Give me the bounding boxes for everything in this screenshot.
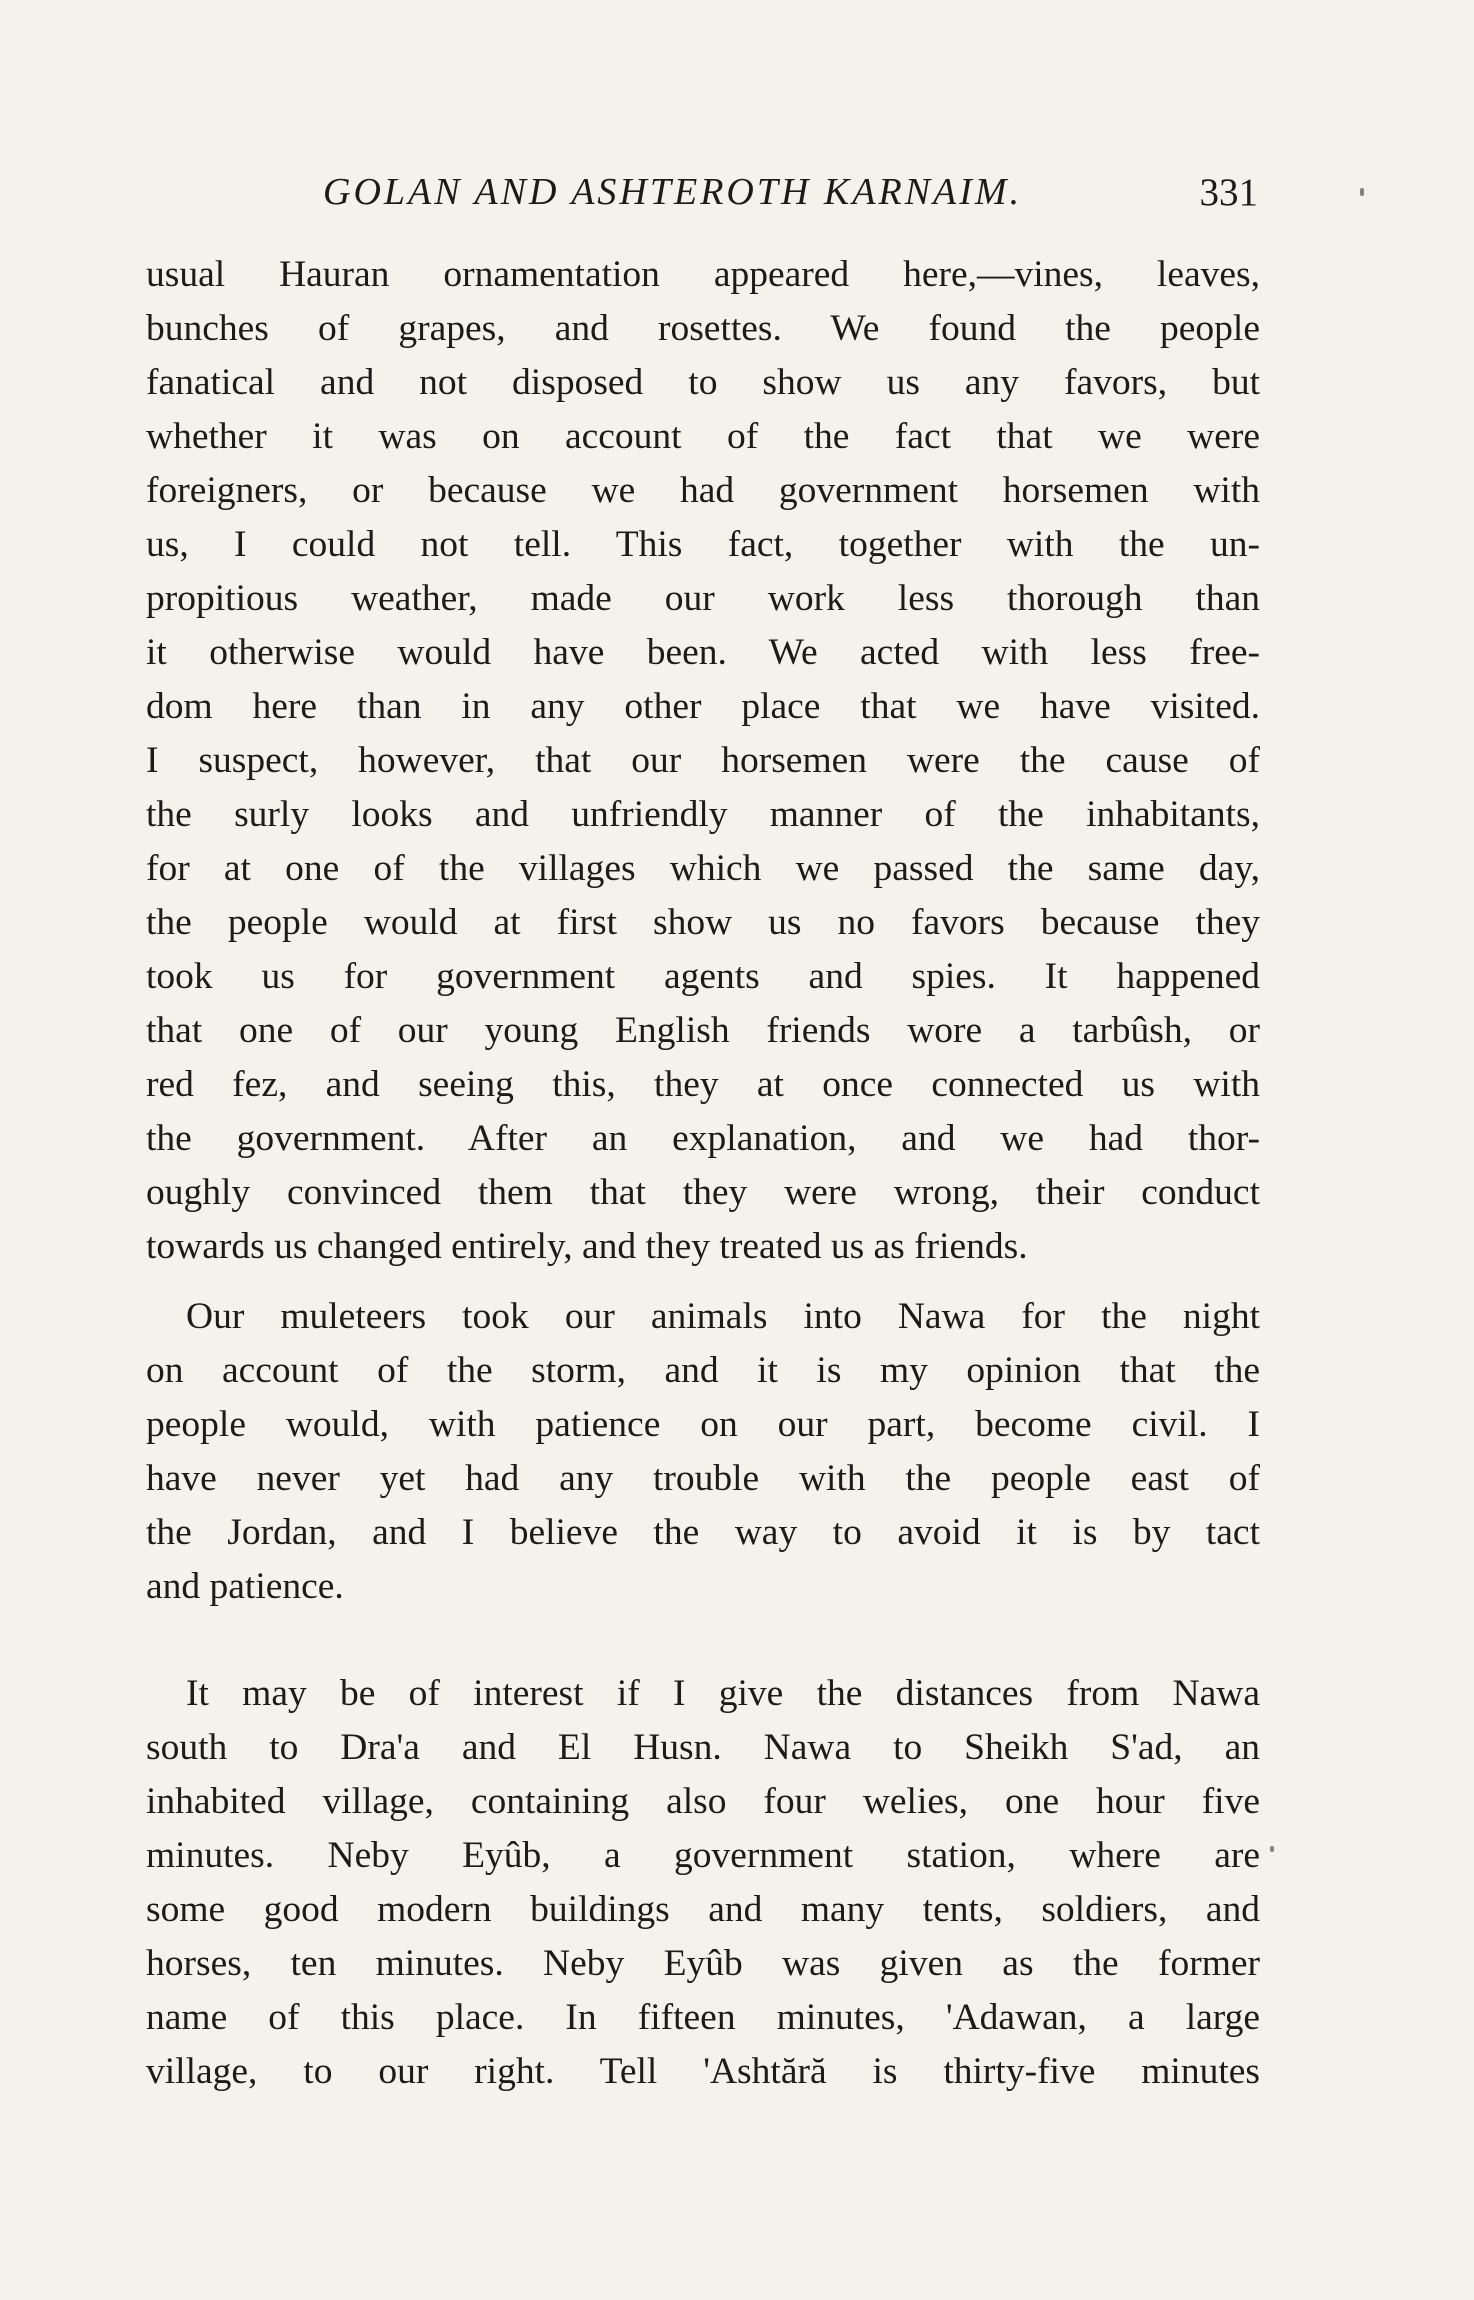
page-header bbox=[148, 166, 1258, 226]
text-line: the Jordan, and I believe the way to avoid it is by tact bbox=[146, 1512, 1260, 1553]
text-line: I suspect, however, that our horsemen were the cause of bbox=[146, 740, 1260, 781]
text-line: for at one of the villages which we passed the same day, bbox=[146, 848, 1260, 889]
text-line: whether it was on account of the fact that we were bbox=[146, 416, 1260, 457]
text-line: and patience. bbox=[146, 1566, 344, 1607]
text-line: propitious weather, made our work less thorough than bbox=[146, 578, 1260, 619]
running-head: GOLAN AND ASHTEROTH KARNAIM. bbox=[323, 171, 1023, 213]
text-line: the government. After an explanation, and we had thor- bbox=[146, 1118, 1260, 1159]
text-line: inhabited village, containing also four welies, one hour five bbox=[146, 1781, 1260, 1822]
page-number: 331 bbox=[1199, 171, 1258, 214]
text-line: foreigners, or because we had government horsemen with bbox=[146, 470, 1260, 511]
text-line: minutes. Neby Eyûb, a government station, where are bbox=[146, 1835, 1260, 1876]
text-line: some good modern buildings and many tents, soldiers, and bbox=[146, 1889, 1260, 1930]
text-line: have never yet had any trouble with the people east of bbox=[146, 1458, 1260, 1499]
text-line: red fez, and seeing this, they at once connected us with bbox=[146, 1064, 1260, 1105]
paragraph bbox=[146, 248, 1260, 1274]
text-line: dom here than in any other place that we have visited. bbox=[146, 686, 1260, 727]
text-line: the surly looks and unfriendly manner of the inhabitants, bbox=[146, 794, 1260, 835]
text-line: name of this place. In fifteen minutes, 'Adawan, a large bbox=[146, 1997, 1260, 2038]
text-line: usual Hauran ornamentation appeared here,—vines, leaves, bbox=[146, 254, 1260, 295]
paragraph bbox=[146, 1667, 1260, 2099]
paragraph bbox=[146, 1290, 1260, 1614]
text-line: horses, ten minutes. Neby Eyûb was given as the former bbox=[146, 1943, 1260, 1984]
text-line: bunches of grapes, and rosettes. We found the people bbox=[146, 308, 1260, 349]
text-line: fanatical and not disposed to show us any favors, but bbox=[146, 362, 1260, 403]
text-line: the people would at first show us no favors because they bbox=[146, 902, 1260, 943]
text-line: south to Dra'a and El Husn. Nawa to Sheikh S'ad, an bbox=[146, 1727, 1260, 1768]
text-line: on account of the storm, and it is my opinion that the bbox=[146, 1350, 1260, 1391]
text-line: village, to our right. Tell 'Ashtără is thirty-five minutes bbox=[146, 2051, 1260, 2092]
text-line: it otherwise would have been. We acted with less free- bbox=[146, 632, 1260, 673]
print-speck bbox=[1270, 1846, 1274, 1852]
text-line: Our muleteers took our animals into Nawa for the night bbox=[186, 1296, 1260, 1337]
print-speck bbox=[1360, 188, 1364, 196]
text-line: It may be of interest if I give the distances from Nawa bbox=[186, 1673, 1260, 1714]
text-line: oughly convinced them that they were wrong, their conduct bbox=[146, 1172, 1260, 1213]
text-line: took us for government agents and spies. It happened bbox=[146, 956, 1260, 997]
text-line: people would, with patience on our part, become civil. I bbox=[146, 1404, 1260, 1445]
text-line: towards us changed entirely, and they treated us as friends. bbox=[146, 1226, 1028, 1267]
text-line: that one of our young English friends wore a tarbûsh, or bbox=[146, 1010, 1260, 1051]
text-line: us, I could not tell. This fact, together with the un- bbox=[146, 524, 1260, 565]
